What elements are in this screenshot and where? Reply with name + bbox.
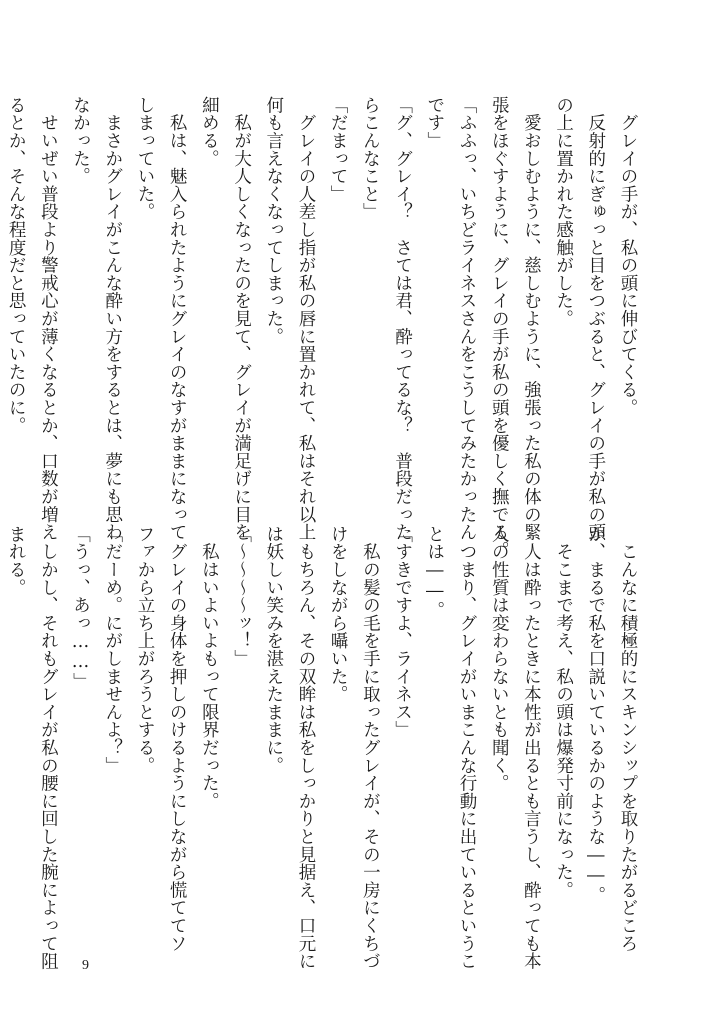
text-top-line: の上に置かれた感触がした。	[553, 96, 574, 328]
text-top-line: 細める。	[199, 96, 220, 168]
text-top-line: 「ふふっ、いちどライネスさんをこうしてみたかったん	[456, 96, 477, 541]
page-number: 9	[82, 958, 89, 973]
text-bottom-line: しかし、それもグレイが私の腰に回した腕によって阻	[38, 525, 59, 970]
text-bottom-line: か、まるで私を口説いているかのような――。	[585, 525, 606, 904]
text-bottom-line: 「～～～～ッ！」	[231, 525, 252, 668]
text-bottom-line: は妖しい笑みを湛えたままに。	[263, 525, 284, 775]
text-top-line: 「グ、グレイ？ さては君、酔ってるな？ 普段だった	[392, 96, 413, 541]
text-bottom-line: まれる。	[6, 525, 27, 597]
text-bottom-line: 人は酔ったときに本性が出るとも言うし、酔っても本	[521, 525, 542, 970]
text-top-line: るとか、そんな程度だと思っていたのに。	[6, 96, 27, 435]
text-bottom-line: 「だーめ。にがしませんよ？」	[102, 525, 123, 775]
text-bottom-line: そこまで考え、私の頭は爆発寸前になった。	[553, 525, 574, 899]
text-bottom-line: 人の性質は変わらないとも聞く。	[489, 525, 510, 792]
text-bottom-line: グレイの身体を押しのけるようにしながら慌ててソ	[167, 525, 188, 953]
text-top-line: グレイの手が、私の頭に伸びてくる。	[618, 96, 638, 417]
text-bottom-line: 私はいよいよもって限界だった。	[199, 525, 220, 810]
text-top-line: 張をほぐすように、グレイの手が私の頭を優しく撫でる。	[489, 96, 510, 559]
text-top-line: せいぜい普段より警戒心が薄くなるとか、口数が増え	[38, 96, 59, 541]
text-bottom-line: もちろん、その双眸は私をしっかりと見据え、口元に	[295, 525, 316, 970]
text-top-line: 私は、魅入られたようにグレイのなすがままになって	[167, 96, 188, 541]
text-bottom-line: こんなに積極的にスキンシップを取りたがるどころ	[618, 525, 638, 953]
text-bottom-line: つまり、グレイがいまこんな行動に出ているというこ	[456, 525, 477, 970]
text-top-line: なかった。	[70, 96, 91, 185]
text-bottom-line: とは――。	[424, 525, 445, 619]
text-top-line: グレイの人差し指が私の唇に置かれて、私はそれ以上	[295, 96, 316, 541]
text-block-top	[0, 96, 644, 559]
text-bottom-line: ファから立ち上がろうとする。	[134, 525, 155, 775]
text-top-line: しまっていた。	[134, 96, 155, 221]
text-top-line: らこんなこと」	[360, 96, 381, 221]
text-top-line: 愛おしむように、慈しむように、強張った私の体の緊	[521, 96, 542, 541]
text-bottom-line: 「すきですよ、ライネス」	[392, 525, 413, 739]
text-bottom-line: 私の髪の毛を手に取ったグレイが、その一房にくちづ	[360, 525, 381, 970]
text-bottom-line: 「うっ、あっ……」	[70, 525, 91, 691]
text-top-line: 何も言えなくなってしまった。	[263, 96, 284, 346]
text-top-line: 「だまって」	[328, 96, 349, 203]
text-top-line: まさかグレイがこんな酔い方をするとは、夢にも思わ	[102, 96, 123, 541]
text-top-line: 反射的にぎゅっと目をつぶると、グレイの手が私の頭	[585, 96, 606, 541]
text-top-line: 私が大人しくなったのを見て、グレイが満足げに目を	[231, 96, 252, 541]
text-block-bottom	[0, 525, 644, 970]
text-top-line: です」	[424, 96, 445, 150]
text-bottom-line: けをしながら囁いた。	[328, 525, 349, 703]
